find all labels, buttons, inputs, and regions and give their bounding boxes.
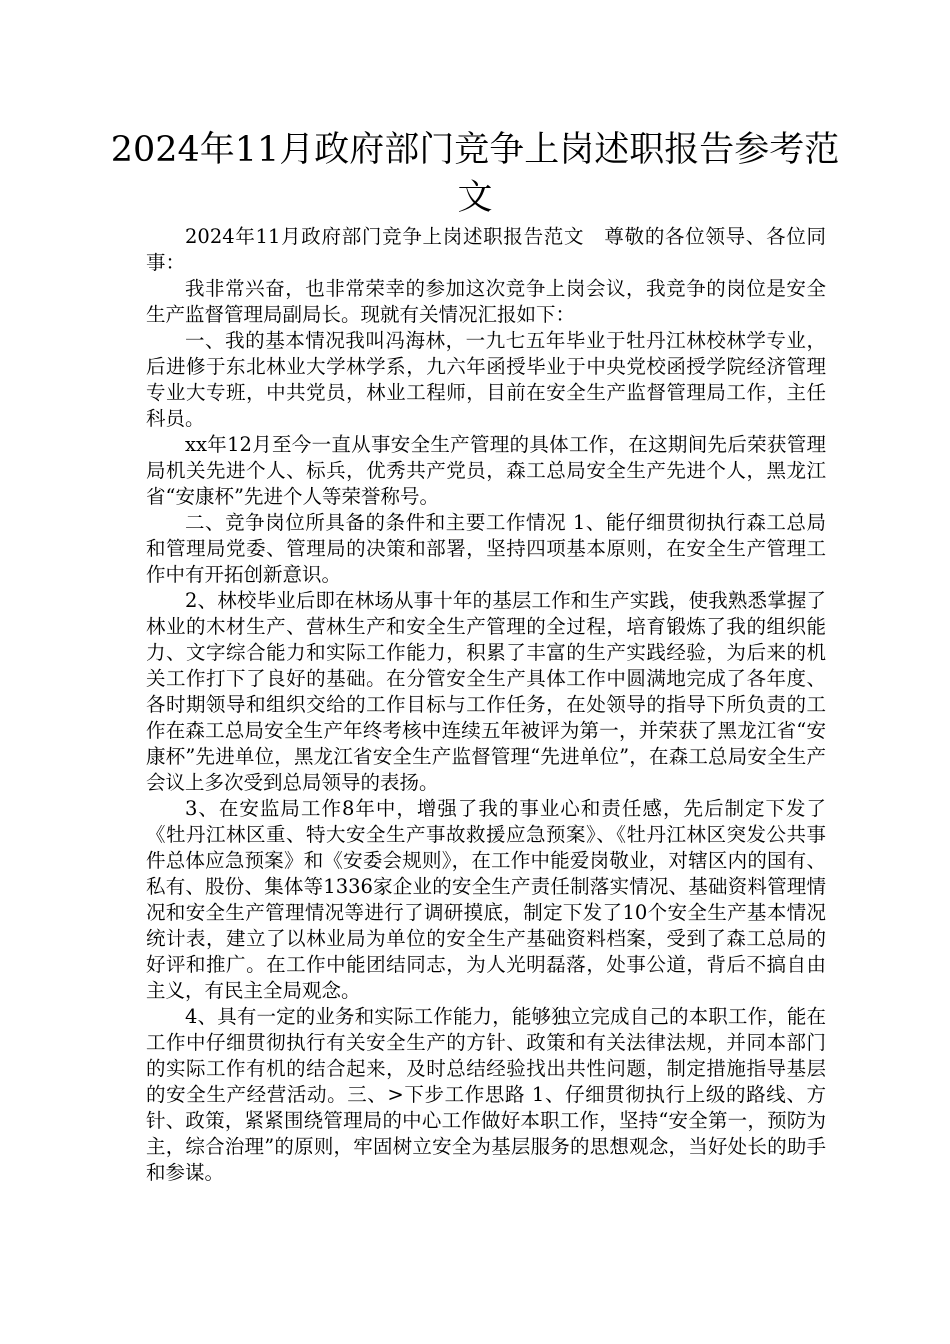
- paragraph-intro: 2024年11月政府部门竞争上岗述职报告范文 尊敬的各位领导、各位同事：: [146, 225, 826, 274]
- paragraph-qualification-3: 3、在安监局工作8年中，增强了我的事业心和责任感，先后制定下发了《牡丹江林区重、特大安全生产事故救援应急预案》、《牡丹江林区突发公共事件总体应急预案》和《安委会规则》，在工作中能爱岗敬业，对辖区内的国有、私有、股份、集体等1336家企业的安全生产责任制落实情况、基础资料管理情况和安全生产管理情况等进行了调研摸底，制定下发了10个安全生产基本情况统计表，建立了以林业局为单位的安全生产基础资料档案，受到了森工总局的好评和推广。在工作中能团结同志，为人光明磊落，处事公道，背后不搞自由主义，有民主全局观念。: [146, 797, 826, 1002]
- paragraph-qualification-2: 2、林校毕业后即在林场从事十年的基层工作和生产实践，使我熟悉掌握了林业的木材生产、营林生产和安全生产管理的全过程，培育锻炼了我的组织能力、文字综合能力和实际工作能力，积累了丰富的生产实践经验，为后来的机关工作打下了良好的基础。在分管安全生产具体工作中圆满地完成了各年度、各时期领导和组织交给的工作目标与工作任务，在处领导的指导下所负责的工作在森工总局安全生产年终考核中连续五年被评为第一，并荣获了黑龙江省“安康杯”先进单位，黑龙江省安全生产监督管理“先进单位”，在森工总局安全生产会议上多次受到总局领导的表扬。: [146, 589, 826, 794]
- paragraph-work-history: xx年12月至今一直从事安全生产管理的具体工作，在这期间先后荣获管理局机关先进个人、标兵，优秀共产党员，森工总局安全生产先进个人，黑龙江省“安康杯”先进个人等荣誉称号。: [146, 433, 826, 508]
- paragraph-qualification-1: 二、竞争岗位所具备的条件和主要工作情况 1、能仔细贯彻执行森工总局和管理局党委、管理局的决策和部署，坚持四项基本原则，在安全生产管理工作中有开拓创新意识。: [146, 511, 826, 586]
- document-title: 2024年11月政府部门竞争上岗述职报告参考范文: [110, 130, 840, 218]
- paragraph-opening: 我非常兴奋，也非常荣幸的参加这次竞争上岗会议，我竞争的岗位是安全生产监督管理局副局长。现就有关情况汇报如下：: [146, 277, 826, 326]
- paragraph-qualification-4: 4、具有一定的业务和实际工作能力，能够独立完成自己的本职工作，能在工作中仔细贯彻执行有关安全生产的方针、政策和有关法律法规，并同本部门的实际工作有机的结合起来，及时总结经验找出共性问题，制定措施指导基层的安全生产经营活动。三、>下步工作思路 1、仔细贯彻执行上级的路线、方针、政策，紧紧围绕管理局的中心工作做好本职工作，坚持“安全第一，预防为主，综合治理”的原则，牢固树立安全为基层服务的思想观念，当好处长的助手和参谋。: [146, 1005, 826, 1184]
- document-body: [146, 224, 826, 1186]
- paragraph-basic-info: 一、我的基本情况我叫冯海林，一九七五年毕业于牡丹江林校林学专业，后进修于东北林业大学林学系，九六年函授毕业于中央党校函授学院经济管理专业大专班，中共党员，林业工程师，目前在安全生产监督管理局工作，主任科员。: [146, 329, 826, 430]
